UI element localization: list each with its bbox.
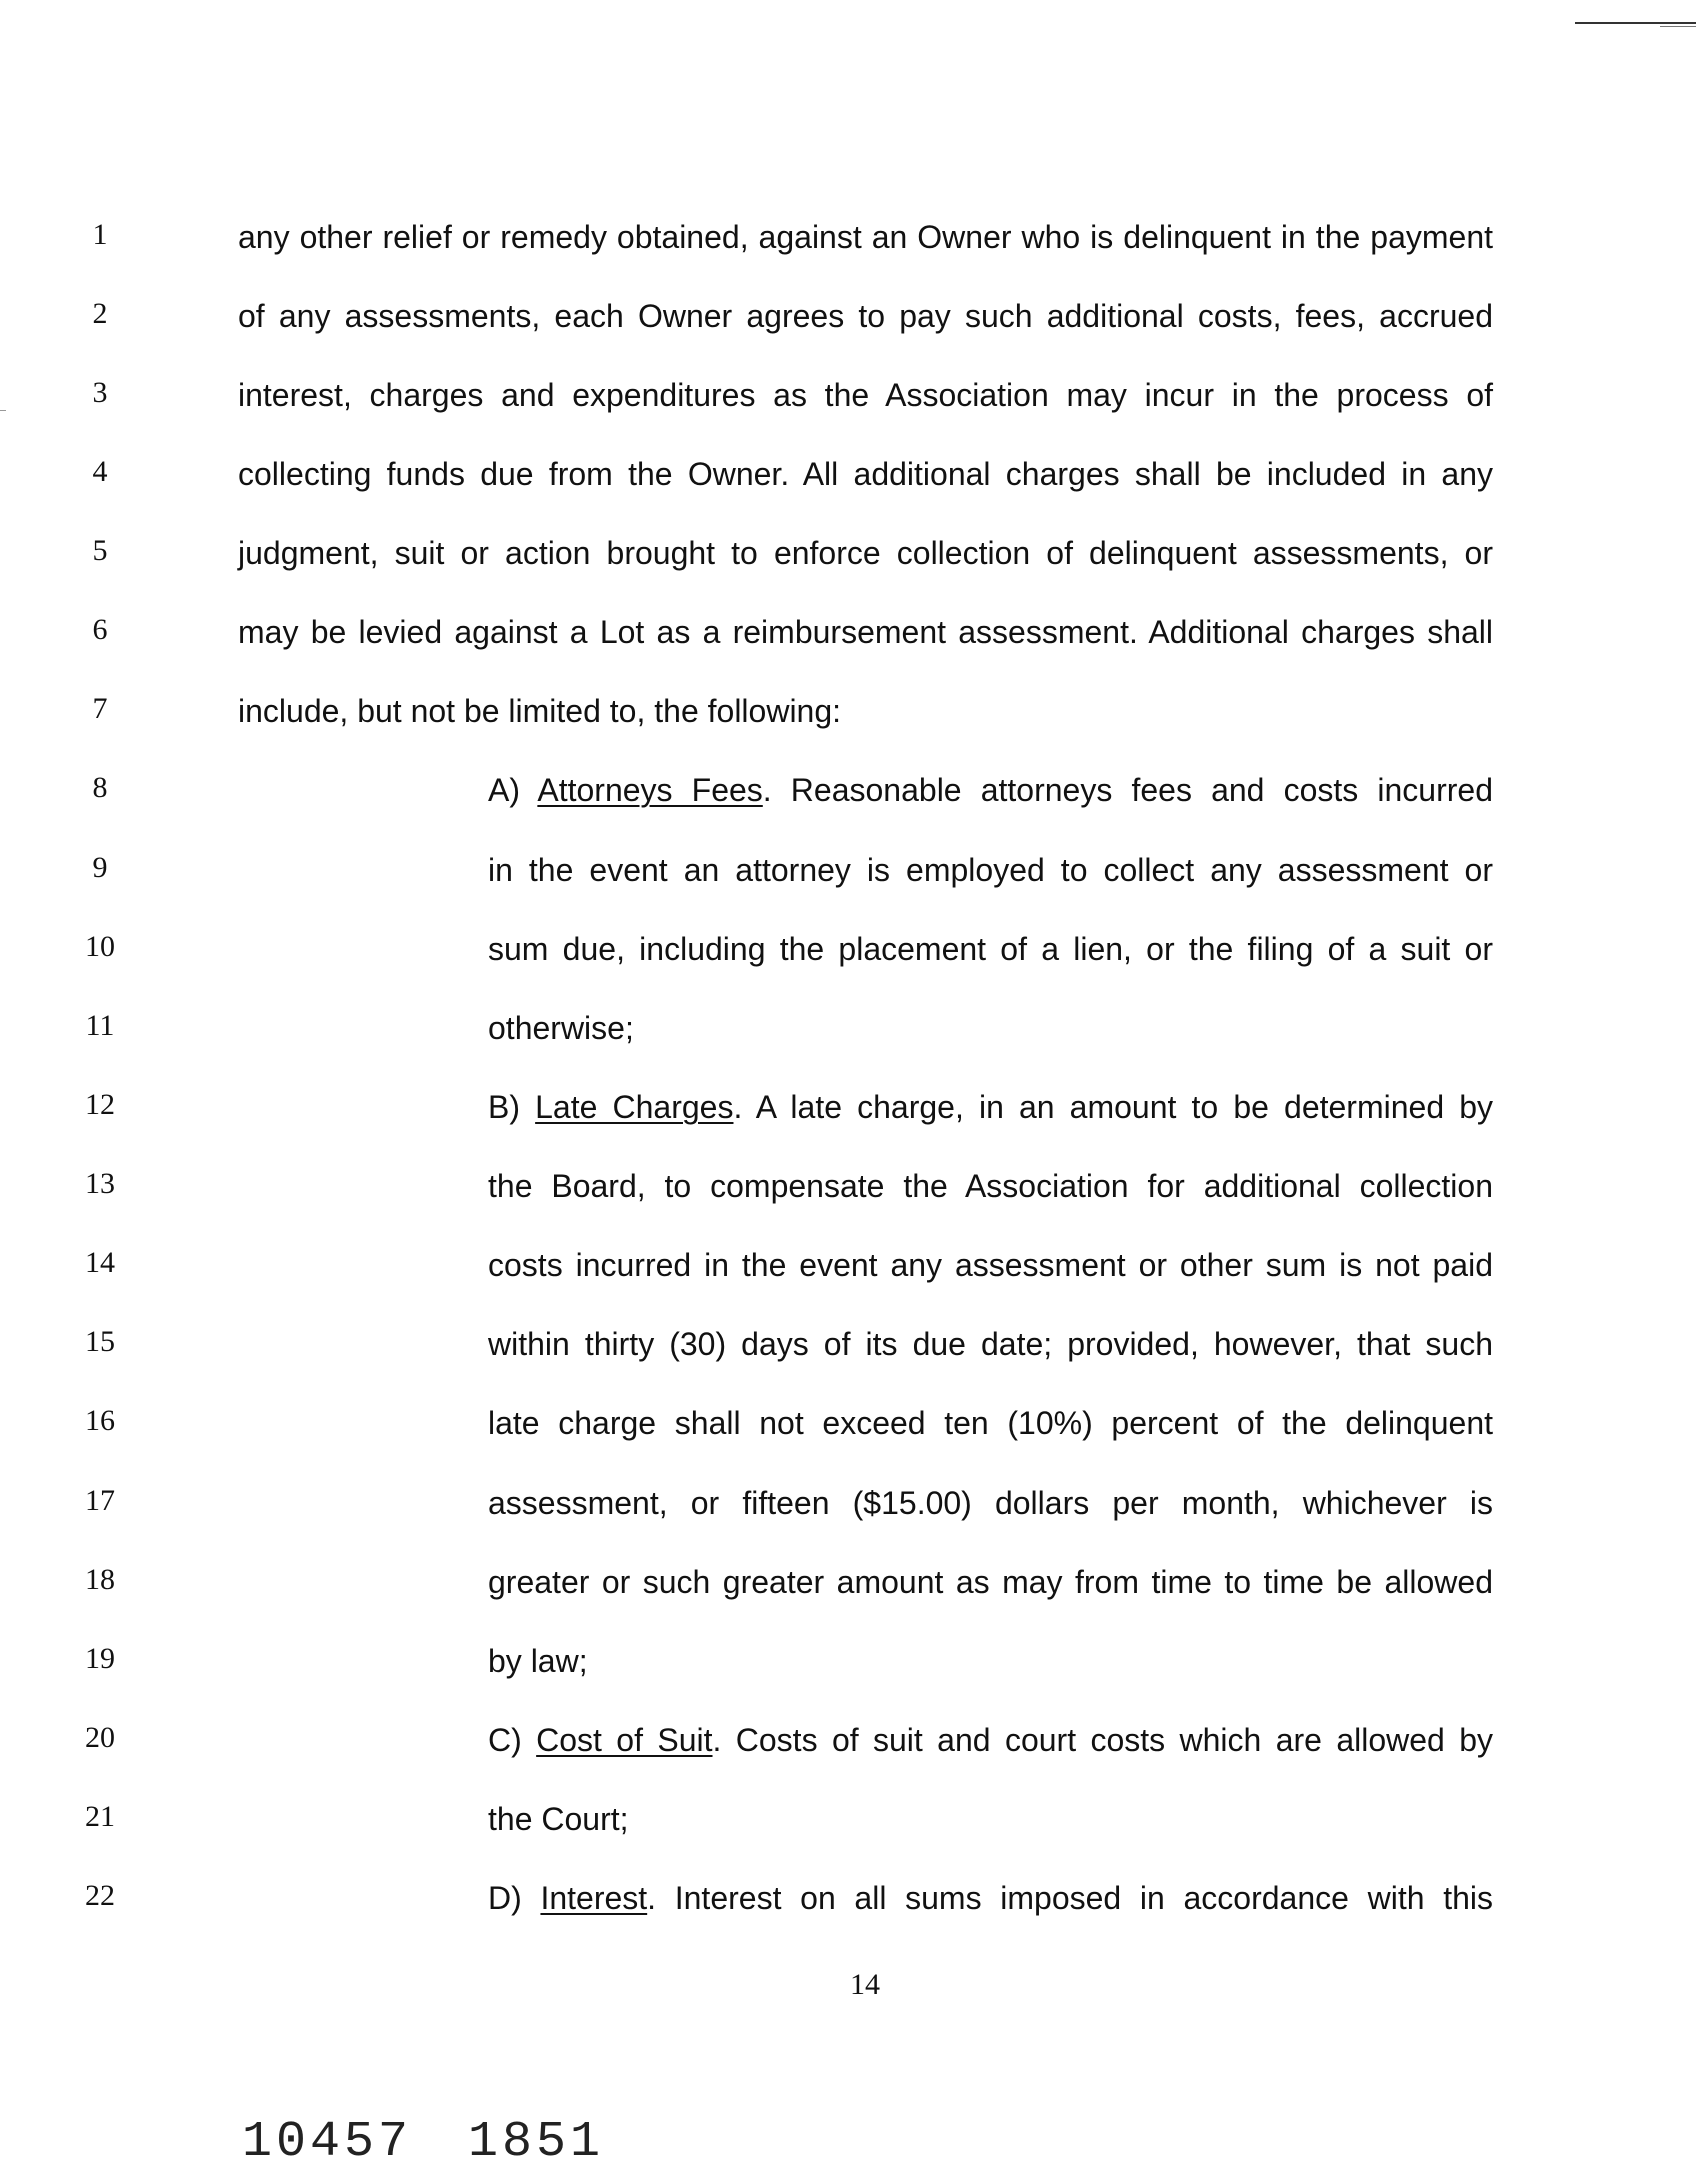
book-number: 10457 (242, 2114, 413, 2171)
line-number: 18 (85, 1563, 115, 1596)
item-marker: B) (488, 1089, 520, 1125)
line-number: 10 (85, 930, 115, 963)
line-number: 12 (85, 1088, 115, 1121)
text-line: the Board, to compensate the Association for additional collection (488, 1168, 1493, 1204)
text-line: in the event an attorney is employed to collect any assessment or (488, 852, 1493, 888)
item-marker: A) (488, 772, 520, 808)
line-number: 6 (92, 613, 108, 646)
page-reference: 1851 (468, 2114, 605, 2171)
text-line: the Court; (488, 1801, 629, 1837)
item-heading: Late Charges (535, 1089, 734, 1125)
line-number: 14 (85, 1246, 115, 1279)
scan-edge-mark-thin (1660, 26, 1696, 27)
text-line: otherwise; (488, 1010, 634, 1046)
item-a-first-line (488, 770, 1493, 810)
line-number: 2 (92, 297, 108, 330)
line-number: 16 (85, 1404, 115, 1437)
text-line: costs incurred in the event any assessment or other sum is not paid (488, 1247, 1493, 1283)
text-line: collecting funds due from the Owner. All additional charges shall be included in any (238, 456, 1493, 492)
text-line: late charge shall not exceed ten (10%) percent of the delinquent (488, 1405, 1493, 1441)
line-number: 8 (92, 771, 108, 804)
item-marker: D) (488, 1880, 522, 1916)
line-number: 19 (85, 1642, 115, 1675)
item-lead-text: . Reasonable attorneys fees and costs incurred (762, 772, 1494, 808)
item-heading: Attorneys Fees (537, 772, 763, 808)
line-number: 4 (92, 455, 108, 488)
line-number: 1 (92, 218, 108, 251)
item-c-first-line (488, 1720, 1493, 1760)
recording-stamp (242, 2115, 604, 2171)
text-line: within thirty (30) days of its due date; provided, however, that such (488, 1326, 1493, 1362)
item-lead-text: . A late charge, in an amount to be determined by (733, 1089, 1494, 1125)
line-number: 9 (92, 851, 108, 884)
line-number: 20 (85, 1721, 115, 1754)
line-number: 17 (85, 1484, 115, 1517)
text-line: any other relief or remedy obtained, against an Owner who is delinquent in the payment (238, 219, 1493, 255)
item-b-first-line (488, 1087, 1493, 1127)
text-line: greater or such greater amount as may from time to time be allowed (488, 1564, 1493, 1600)
line-number: 11 (85, 1009, 115, 1042)
text-line: may be levied against a Lot as a reimbursement assessment. Additional charges shall (238, 614, 1493, 650)
item-heading: Interest (540, 1880, 648, 1916)
scan-margin-tick (0, 410, 6, 411)
item-lead-text: . Interest on all sums imposed in accordance with this (647, 1880, 1494, 1916)
text-line: interest, charges and expenditures as the Association may incur in the process of (238, 377, 1493, 413)
line-number: 3 (92, 376, 108, 409)
text-line: of any assessments, each Owner agrees to pay such additional costs, fees, accrued (238, 298, 1493, 334)
line-number: 13 (85, 1167, 115, 1200)
text-line: include, but not be limited to, the following: (238, 693, 842, 729)
text-line: assessment, or fifteen ($15.00) dollars per month, whichever is (488, 1485, 1493, 1521)
text-line: sum due, including the placement of a lien, or the filing of a suit or (488, 931, 1493, 967)
item-marker: C) (488, 1722, 522, 1758)
page-number: 14 (850, 1968, 880, 2001)
text-line: judgment, suit or action brought to enforce collection of delinquent assessments, or (238, 535, 1493, 571)
scan-edge-mark (1575, 22, 1696, 24)
line-number: 5 (92, 534, 108, 567)
line-number: 15 (85, 1325, 115, 1358)
item-d-first-line (488, 1878, 1493, 1918)
line-number: 22 (85, 1879, 115, 1912)
item-lead-text: . Costs of suit and court costs which are allowed by (712, 1722, 1494, 1758)
item-heading: Cost of Suit (536, 1722, 713, 1758)
line-number: 7 (92, 692, 108, 725)
line-number: 21 (85, 1800, 115, 1833)
text-line: by law; (488, 1643, 588, 1679)
